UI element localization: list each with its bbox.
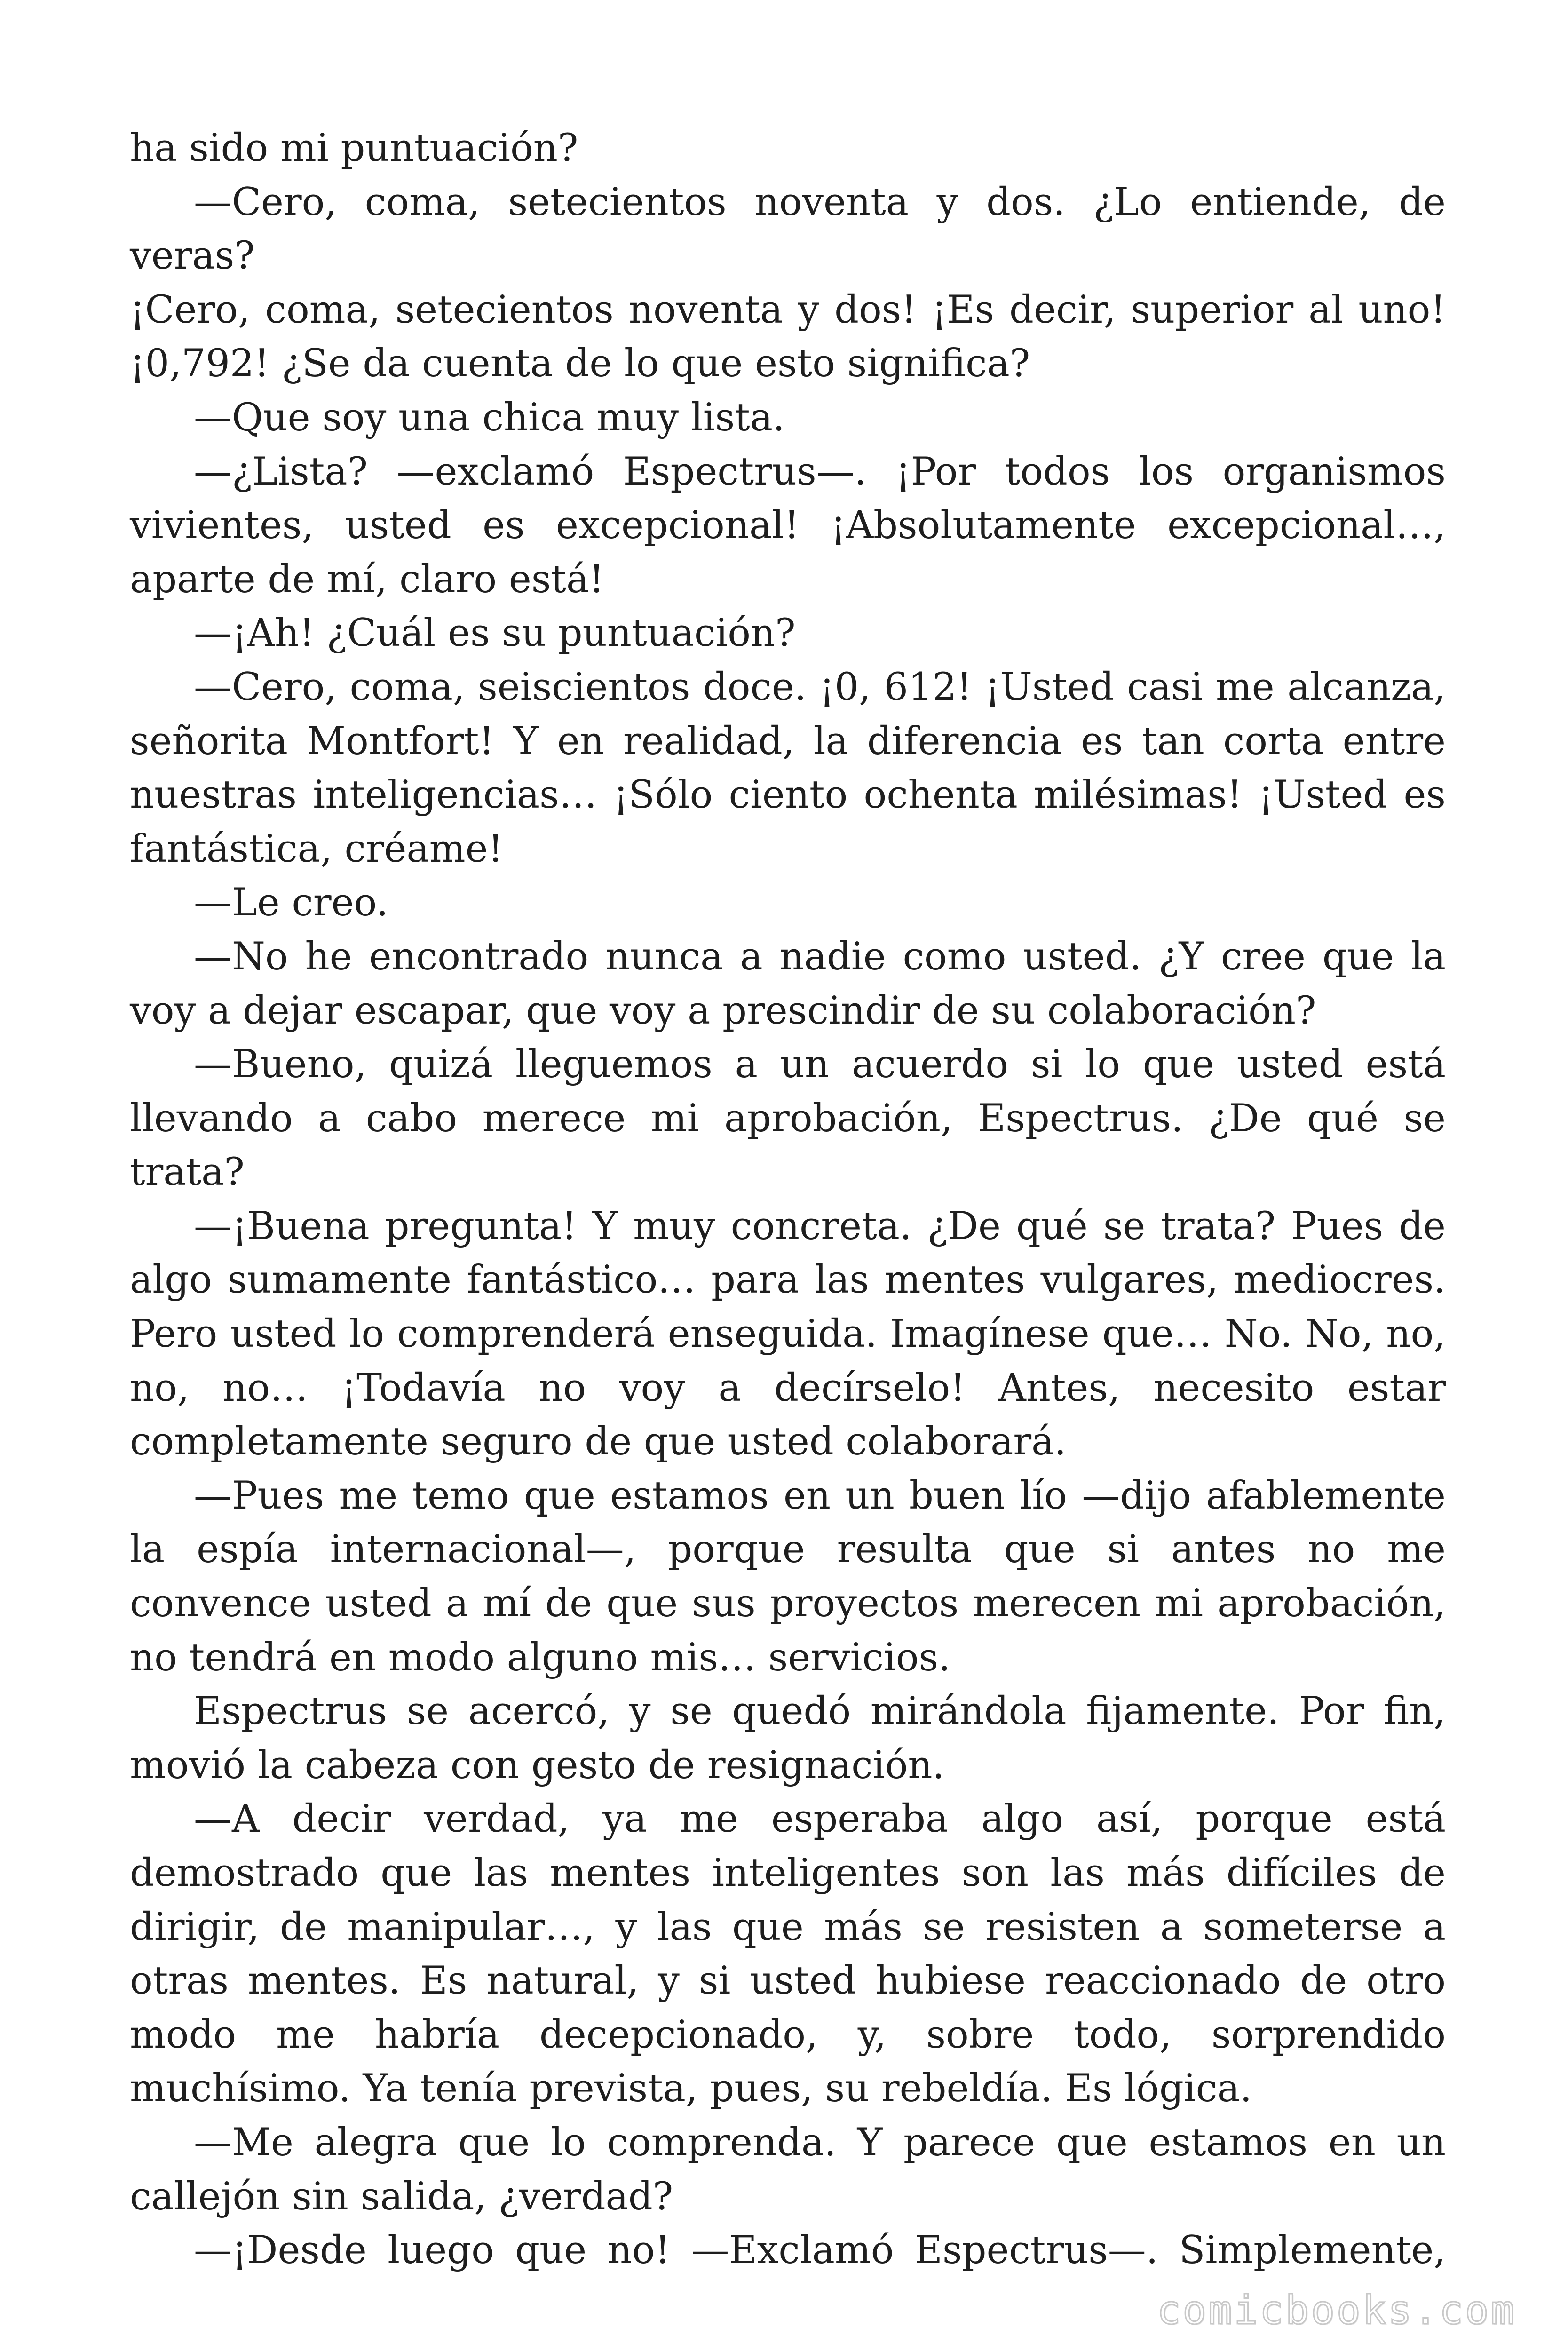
text-line: vivientes, usted es excepcional! ¡Absolutamente excepcional…, [130, 503, 1446, 548]
text-line: muchísimo. Ya tenía prevista, pues, su rebeldía. Es lógica. [130, 2066, 1252, 2111]
text-line: —¿Lista? —exclamó Espectrus—. ¡Por todos los organismos [194, 449, 1446, 494]
text-line: otras mentes. Es natural, y si usted hubiese reaccionado de otro [130, 1959, 1446, 2003]
text-line: convence usted a mí de que sus proyectos merecen mi aprobación, [130, 1581, 1446, 1626]
text-line: —Pues me temo que estamos en un buen lío —dijo afablemente [194, 1473, 1446, 1518]
text-line: movió la cabeza con gesto de resignación. [130, 1743, 945, 1788]
text-line: aparte de mí, claro está! [130, 557, 604, 602]
text-line: Pero usted lo comprenderá enseguida. Imagínese que… No. No, no, [130, 1312, 1446, 1357]
text-line: —¡Ah! ¿Cuál es su puntuación? [194, 611, 796, 656]
text-line: —Le creo. [194, 881, 388, 925]
text-line: Espectrus se acercó, y se quedó mirándola fijamente. Por fin, [194, 1689, 1446, 1734]
text-line: la espía internacional—, porque resulta que si antes no me [130, 1527, 1446, 1572]
body-text [130, 121, 1446, 2278]
text-line: —No he encontrado nunca a nadie como usted. ¿Y cree que la [194, 934, 1446, 979]
text-line: —¡Desde luego que no! —Exclamó Espectrus—. Simplemente, [194, 2228, 1446, 2273]
text-line: algo sumamente fantástico… para las mentes vulgares, mediocres. [130, 1258, 1446, 1303]
text-line: no, no… ¡Todavía no voy a decírselo! Antes, necesito estar [130, 1366, 1446, 1410]
text-line: —Cero, coma, setecientos noventa y dos. ¿Lo entiende, de veras? [130, 180, 1446, 278]
text-line: —Me alegra que lo comprenda. Y parece que estamos en un [194, 2120, 1446, 2165]
text-line: callejón sin salida, ¿verdad? [130, 2174, 673, 2219]
text-line: ha sido mi puntuación? [130, 126, 578, 170]
text-line: ¡0,792! ¿Se da cuenta de lo que esto significa? [130, 342, 1030, 386]
text-line: —Bueno, quizá lleguemos a un acuerdo si lo que usted está [194, 1042, 1446, 1087]
text-line: nuestras inteligencias… ¡Sólo ciento ochenta milésimas! ¡Usted es [130, 773, 1446, 818]
text-line: —¡Buena pregunta! Y muy concreta. ¿De qué se trata? Pues de [194, 1204, 1446, 1248]
text-line: voy a dejar escapar, que voy a prescindir de su colaboración? [130, 988, 1316, 1033]
text-line: —Cero, coma, seiscientos doce. ¡0, 612! ¡Usted casi me alcanza, [194, 665, 1446, 709]
text-line: no tendrá en modo alguno mis… servicios. [130, 1635, 950, 1680]
text-line: llevando a cabo merece mi aprobación, Espectrus. ¿De qué se trata? [130, 1096, 1446, 1195]
watermark: comicbooks.com [1156, 2287, 1516, 2333]
text-line: —A decir verdad, ya me esperaba algo así, porque está [194, 1797, 1446, 1842]
text-line: completamente seguro de que usted colaborará. [130, 1420, 1067, 1464]
text-line: señorita Montfort! Y en realidad, la diferencia es tan corta entre [130, 719, 1446, 763]
text-line: fantástica, créame! [130, 826, 504, 871]
text-line: dirigir, de manipular…, y las que más se resisten a someterse a [130, 1905, 1446, 1949]
text-line: modo me habría decepcionado, y, sobre todo, sorprendido [130, 2012, 1446, 2057]
text-line: demostrado que las mentes inteligentes son las más difíciles de [130, 1851, 1446, 1895]
text-line: ¡Cero, coma, setecientos noventa y dos! ¡Es decir, superior al uno! [130, 287, 1446, 332]
text-line: —Que soy una chica muy lista. [194, 395, 785, 440]
